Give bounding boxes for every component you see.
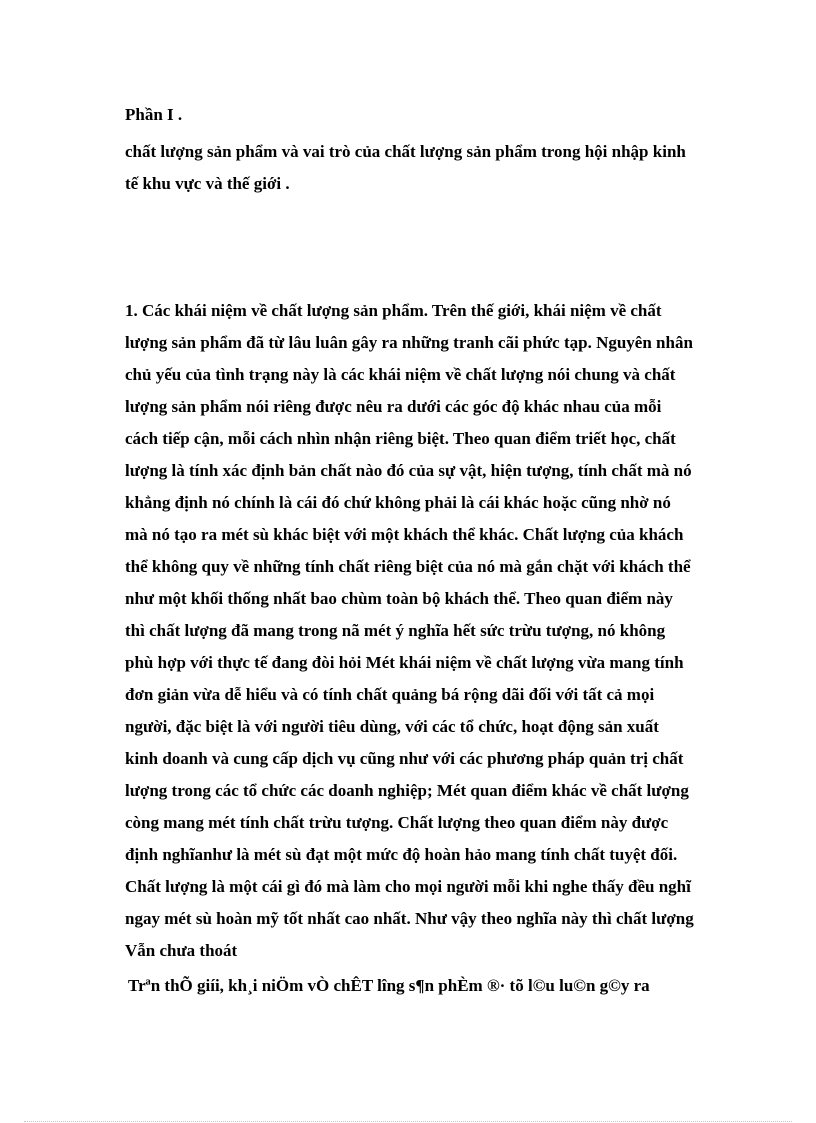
- section-heading: Phần I .: [125, 105, 183, 124]
- body-line: Vẫn chưa thoát: [125, 941, 238, 960]
- body-line: 1. Các khái niệm về chất lượng sản phẩm. Trên thế giới, khái niệm về chất: [125, 301, 662, 320]
- subtitle-line: chất lượng sản phẩm và vai trò của chất lượng sản phẩm trong hội nhập kinh: [125, 142, 686, 161]
- body-line: đơn giản vừa dễ hiểu và có tính chất quảng bá rộng dãi đối với tất cả mọi: [125, 685, 655, 704]
- body-line: lượng sản phẩm đã từ lâu luân gây ra những tranh cãi phức tạp. Nguyên nhân: [125, 333, 693, 352]
- garbled-text-line: Trªn thÕ giíi, kh¸i niÖm vÒ chÊT lîng s¶n phÈm ®· tõ l©u lu©n g©y ra: [128, 976, 650, 995]
- body-line: khẳng định nó chính là cái đó chứ không phải là cái khác hoặc cũng nhờ nó: [125, 493, 671, 512]
- body-line: còng mang mét tính chất trừu tượng. Chất lượng theo quan điểm này được: [125, 813, 669, 832]
- body-line: kinh doanh và cung cấp dịch vụ cũng như với các phương pháp quản trị chất: [125, 749, 684, 768]
- body-line: Chất lượng là một cái gì đó mà làm cho mọi người mỗi khi nghe thấy đều nghĩ: [125, 877, 691, 896]
- subtitle-line: tế khu vực và thế giới .: [125, 174, 290, 193]
- body-line: thể không quy về những tính chất riêng biệt của nó mà gắn chặt với khách thể: [125, 557, 691, 576]
- body-line: cách tiếp cận, mỗi cách nhìn nhận riêng biệt. Theo quan điểm triết học, chất: [125, 429, 676, 448]
- body-line: phù hợp với thực tế đang đòi hỏi Mét khái niệm về chất lượng vừa mang tính: [125, 653, 684, 672]
- body-line: ngay mét sù hoàn mỹ tốt nhất cao nhất. Như vậy theo nghĩa này thì chất lượng: [125, 909, 694, 928]
- page-bottom-divider: [24, 1121, 792, 1122]
- body-line: lượng trong các tổ chức các doanh nghiệp; Mét quan điểm khác về chất lượng: [125, 781, 689, 800]
- body-line: lượng là tính xác định bản chất nào đó của sự vật, hiện tượng, tính chất mà nó: [125, 461, 692, 480]
- body-line: người, đặc biệt là với người tiêu dùng, với các tổ chức, hoạt động sản xuất: [125, 717, 659, 736]
- body-line: chủ yếu của tình trạng này là các khái niệm về chất lượng nói chung và chất: [125, 365, 676, 384]
- body-line: định nghĩanhư là mét sù đạt một mức độ hoàn hảo mang tính chất tuyệt đối.: [125, 845, 678, 864]
- body-line: lượng sản phẩm nói riêng được nêu ra dưới các góc độ khác nhau của mỗi: [125, 397, 662, 416]
- body-paragraph: [125, 295, 785, 967]
- section-subtitle: [125, 136, 785, 200]
- body-line: thì chất lượng đã mang trong nã mét ý nghĩa hết sức trừu tượng, nó không: [125, 621, 666, 640]
- body-line: mà nó tạo ra mét sù khác biệt với một khách thể khác. Chất lượng của khách: [125, 525, 684, 544]
- body-line: như một khối thống nhất bao chùm toàn bộ khách thể. Theo quan điểm này: [125, 589, 673, 608]
